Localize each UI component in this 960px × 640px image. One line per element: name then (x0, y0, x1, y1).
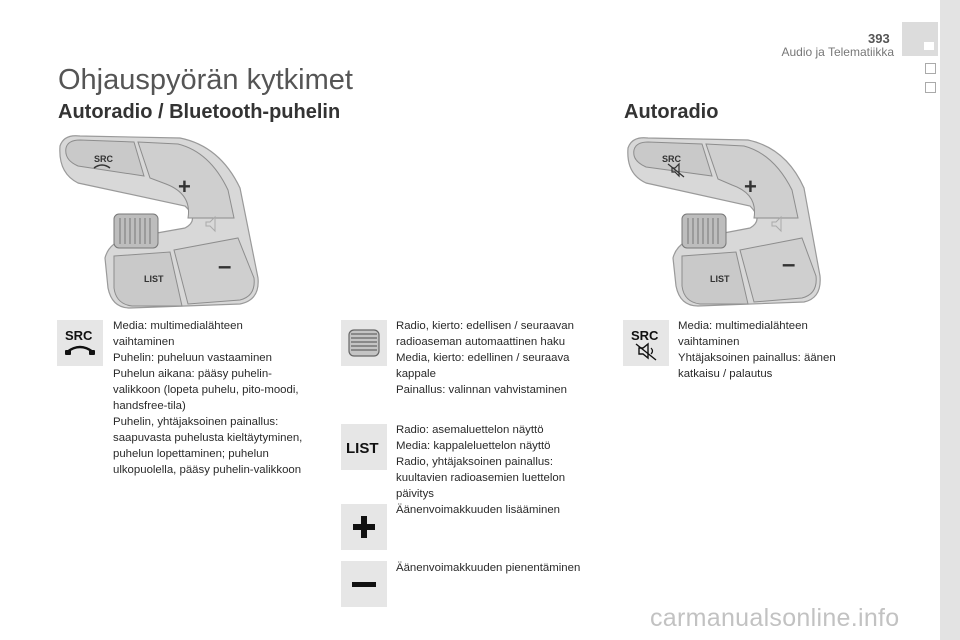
minus-button-shape (740, 238, 816, 302)
src-phone-icon (57, 320, 103, 366)
desc-line: katkaisu / palautus (678, 368, 773, 380)
page-side-strip (940, 0, 960, 640)
desc-line: Media: kappaleluettelon näyttö (396, 440, 551, 452)
chapter-marker (925, 63, 936, 74)
minus-description (396, 560, 580, 576)
thumbwheel-icon (341, 320, 387, 366)
desc-line: Media, kierto: edellinen / seuraava (396, 352, 570, 364)
chapter-marker (925, 82, 936, 93)
watermark: carmanualsonline.info (650, 604, 900, 632)
desc-line: radioaseman automaattinen haku (396, 336, 566, 348)
desc-line: Yhtäjaksoinen painallus: äänen (678, 352, 836, 364)
desc-line: Äänenvoimakkuuden lisääminen (396, 504, 561, 516)
desc-line: kappale (396, 368, 436, 380)
src-phone-description (113, 318, 302, 478)
desc-line: Puhelin, yhtäjaksoinen painallus: (113, 416, 279, 428)
illus-minus-label: – (218, 253, 232, 280)
desc-line: kuultavien radioasemien luettelon (396, 472, 566, 484)
illus-minus-label: – (782, 251, 796, 278)
list-description (396, 422, 565, 502)
illus-plus-label: + (178, 174, 191, 199)
desc-line: päivitys (396, 488, 434, 500)
src-mute-icon (623, 320, 669, 366)
desc-line: ulkopuolella, pääsy puhelin-valikkoon (113, 464, 302, 476)
desc-line: Painallus: valinnan vahvistaminen (396, 384, 567, 396)
page-title: Ohjauspyörän kytkimet (58, 64, 353, 96)
left-section-title: Autoradio / Bluetooth-puhelin (58, 101, 341, 123)
desc-line: saapuvasta puhelusta kieltäytyminen, (113, 432, 303, 444)
illus-src-label: SRC (94, 154, 114, 164)
desc-line: Radio: asemaluettelon näyttö (396, 424, 544, 436)
list-icon-label: LIST (346, 440, 379, 457)
desc-line: handsfree-tila) (113, 400, 186, 412)
src-icon-label: SRC (631, 328, 659, 343)
minus-button-shape (174, 238, 254, 304)
desc-line: Media: multimedialähteen (113, 320, 243, 332)
minus-icon (341, 561, 387, 607)
illus-src-label: SRC (662, 154, 682, 164)
page-number: 393 (868, 31, 890, 46)
desc-line: Radio, yhtäjaksoinen painallus: (396, 456, 554, 468)
illus-list-label: LIST (710, 274, 730, 284)
plus-description (396, 502, 560, 518)
desc-line: Radio, kierto: edellisen / seuraavan (396, 320, 574, 332)
section-label: Audio ja Telematiikka (781, 45, 894, 59)
list-icon (341, 424, 387, 470)
desc-line: vaihtaminen (678, 336, 740, 348)
right-section-title: Autoradio (624, 101, 719, 123)
thumbwheel-description (396, 318, 574, 398)
desc-line: Media: multimedialähteen (678, 320, 808, 332)
chapter-tab (902, 22, 938, 56)
steering-switch-illustration-left (50, 128, 260, 313)
desc-line: vaihtaminen (113, 336, 175, 348)
src-icon-label: SRC (65, 328, 93, 343)
illus-plus-label: + (744, 174, 757, 199)
desc-line: Puhelun aikana: pääsy puhelin- (113, 368, 272, 380)
desc-line: valikkoon (lopeta puhelu, pito-moodi, (113, 384, 299, 396)
illus-list-label: LIST (144, 274, 164, 284)
plus-icon (341, 504, 387, 550)
src-mute-description (678, 318, 836, 382)
steering-switch-illustration-right (618, 130, 823, 310)
desc-line: puhelun lopettaminen; puhelun (113, 448, 269, 460)
desc-line: Äänenvoimakkuuden pienentäminen (396, 562, 581, 574)
desc-line: Puhelin: puheluun vastaaminen (113, 352, 272, 364)
